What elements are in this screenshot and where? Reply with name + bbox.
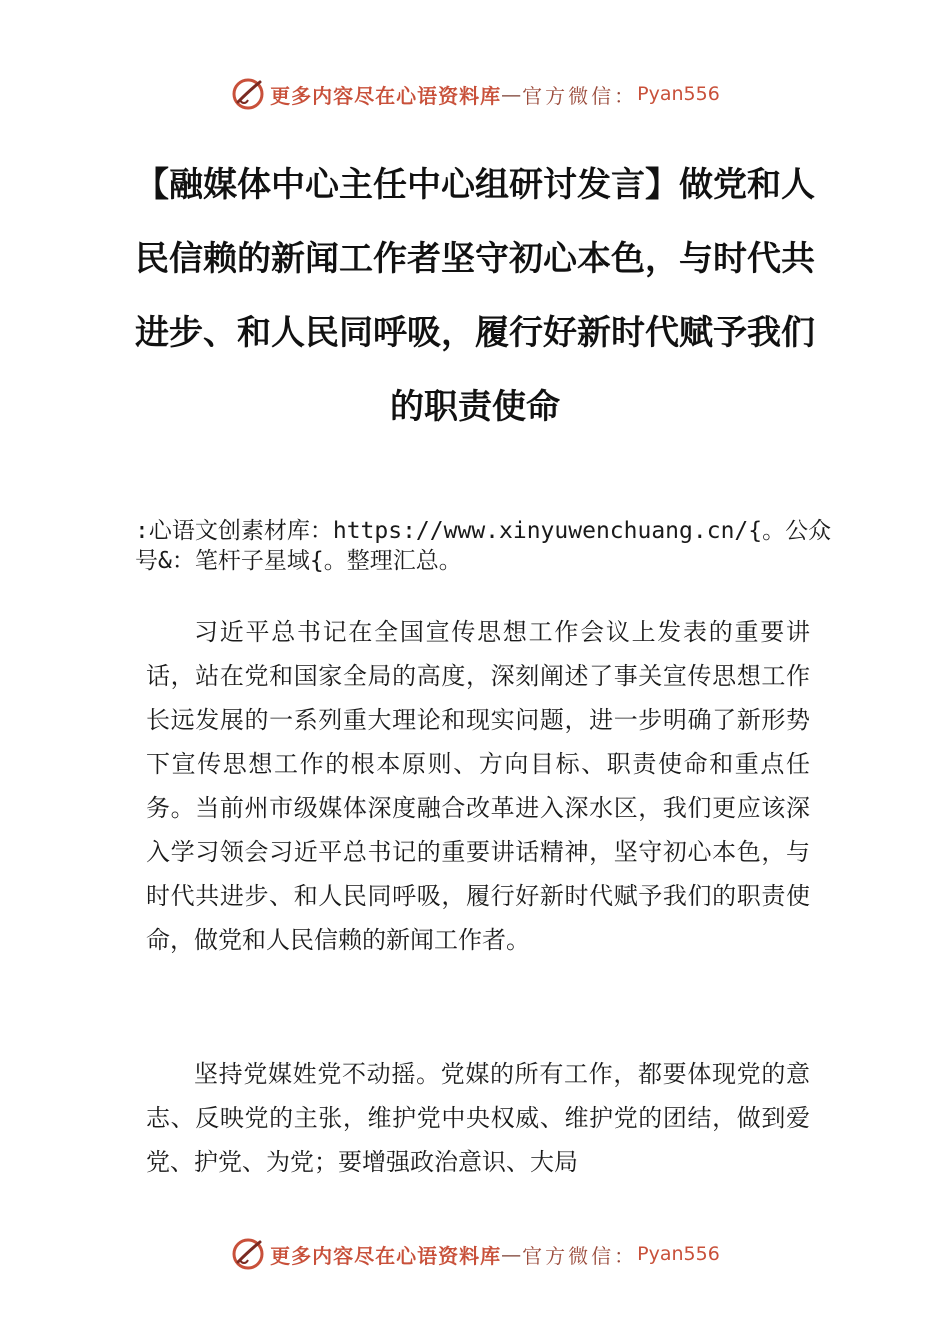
brush-logo-icon xyxy=(230,1236,266,1272)
header-banner xyxy=(0,72,950,116)
banner-wechat-label: 官方微信： xyxy=(522,1243,638,1268)
banner-wechat-id: Pyan556 xyxy=(637,1243,720,1265)
banner-lead-text: 更多内容尽在心语资料库 xyxy=(270,1243,502,1268)
banner-dash: — xyxy=(501,1242,523,1266)
document-title: 【融媒体中心主任中心组研讨发言】做党和人民信赖的新闻工作者坚守初心本色，与时代共进步、和人民同呼吸，履行好新时代赋予我们的职责使命 xyxy=(135,165,815,427)
banner-dash: — xyxy=(501,82,523,106)
banner-wechat-id: Pyan556 xyxy=(637,83,720,105)
source-line: :心语文创素材库：https://www.xinyuwenchuang.cn/{。公众号&：笔杆子星域{。整理汇总。 xyxy=(135,518,832,574)
banner-wechat-label: 官方微信： xyxy=(522,83,638,108)
brush-logo-icon xyxy=(230,76,266,112)
body-paragraph: 坚持党媒姓党不动摇。党媒的所有工作，都要体现党的意志、反映党的主张，维护党中央权威、维护党的团结，做到爱党、护党、为党；要增强政治意识、大局 xyxy=(146,1060,810,1176)
body-paragraph: 习近平总书记在全国宣传思想工作会议上发表的重要讲话，站在党和国家全局的高度，深刻阐述了事关宣传思想工作长远发展的一系列重大理论和现实问题，进一步明确了新形势下宣传思想工作的根本原则、方向目标、职责使命和重点任务。当前州市级媒体深度融合改革进入深水区，我们更应该深入学习领会习近平总书记的重要讲话精神，坚守初心本色，与时代共进步、和人民同呼吸，履行好新时代赋予我们的职责使命，做党和人民信赖的新闻工作者。 xyxy=(146,618,810,954)
banner-lead-text: 更多内容尽在心语资料库 xyxy=(270,83,502,108)
footer-banner xyxy=(0,1232,950,1276)
